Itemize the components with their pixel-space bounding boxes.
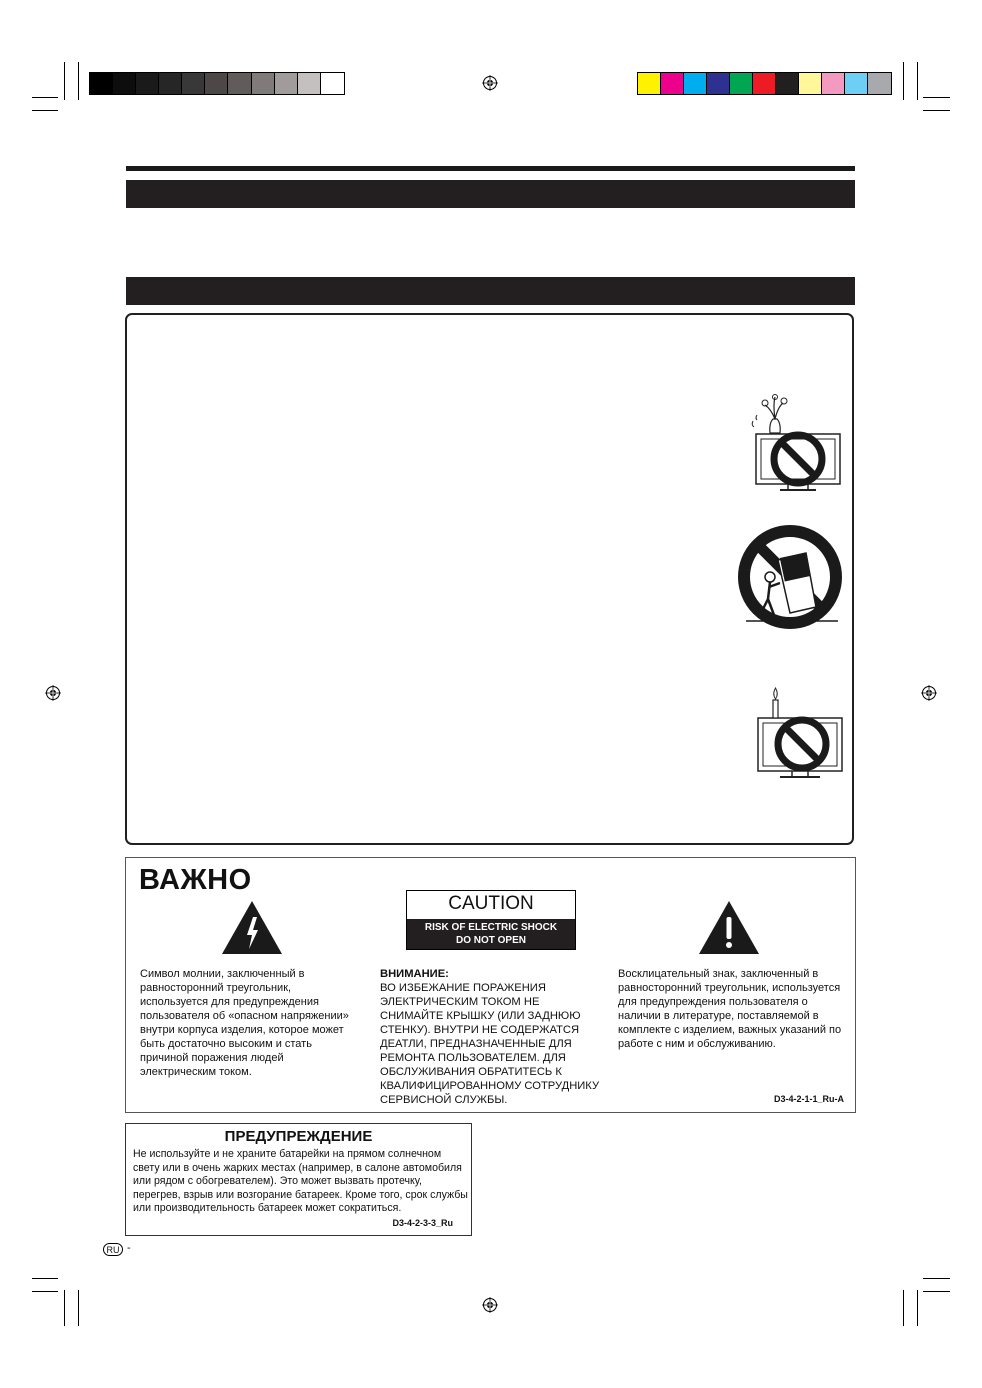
color-swatch — [684, 73, 707, 94]
color-swatch — [638, 73, 661, 94]
registration-mark-icon — [482, 1297, 498, 1313]
color-swatch — [661, 73, 684, 94]
lightning-triangle-icon — [220, 899, 284, 956]
color-swatch — [252, 73, 275, 94]
exclamation-triangle-icon — [697, 899, 761, 956]
caution-heading: ВНИМАНИЕ: — [380, 968, 449, 980]
color-swatch — [298, 73, 321, 94]
header-rule — [126, 166, 855, 171]
exclamation-symbol-text: Восклицательный знак, заключенный в равносторонний треугольник, используется для предупреждения пользователя о наличии в литературе, поставляемой в комплекте с изделием, важных указаний по работе с ним и обслуживанию. — [618, 968, 842, 1050]
crop-mark — [917, 1290, 918, 1326]
crop-mark — [32, 110, 58, 111]
color-swatch — [799, 73, 822, 94]
color-swatch — [275, 73, 298, 94]
crop-mark — [78, 1290, 79, 1326]
caution-line: DO NOT OPEN — [455, 935, 526, 946]
crop-mark — [78, 62, 79, 100]
document-code: D3-4-2-1-1_Ru-A — [773, 1094, 844, 1104]
no-vase-on-tv-icon — [745, 393, 845, 493]
color-swatch — [136, 73, 159, 94]
caution-title: CAUTION — [448, 893, 534, 914]
color-swatch — [182, 73, 205, 94]
crop-mark — [923, 110, 950, 111]
crop-mark — [903, 62, 904, 100]
caution-text-block — [380, 967, 600, 1107]
caution-label-box — [406, 890, 576, 950]
important-section — [125, 857, 856, 1113]
color-swatch — [707, 73, 730, 94]
color-swatch — [321, 73, 344, 94]
color-swatch — [753, 73, 776, 94]
cmyk-color-bar — [637, 72, 892, 95]
registration-mark-icon — [45, 685, 61, 701]
caution-subtitle — [407, 919, 575, 949]
lightning-symbol-text: Символ молнии, заключенный в равносторонний треугольник, используется для предупреждения пользователя об «опасном напряжении» внутри корпуса изделия, которое может быть достаточно высоким и стать причиной поражения людей электрическим током. — [140, 968, 349, 1078]
section-band — [126, 277, 855, 305]
crop-mark — [917, 62, 918, 100]
color-swatch — [90, 73, 113, 94]
crop-mark — [923, 97, 950, 98]
no-cart-tip-icon — [738, 525, 842, 629]
battery-warning-code: D3-4-2-3-3_Ru — [392, 1218, 453, 1228]
crop-mark — [32, 1278, 58, 1279]
battery-warning-title: ПРЕДУПРЕЖДЕНИЕ — [224, 1128, 373, 1145]
important-title: ВАЖНО — [139, 864, 252, 896]
registration-mark-icon — [482, 75, 498, 91]
caution-line: RISK OF ELECTRIC SHOCK — [424, 922, 558, 933]
color-swatch — [205, 73, 228, 94]
battery-warning-box — [125, 1123, 472, 1236]
crop-mark — [32, 97, 58, 98]
color-swatch — [845, 73, 868, 94]
battery-warning-text: Не используйте и не храните батарейки на прямом солнечном свету или в очень жарких местах (например, в салоне автомобиля или рядом с обогревателем). Это может вызвать протечку, перегрев, взрыв или возгорание батареек. Кроме того, срок службы или производительность батареек может сократиться. — [133, 1148, 468, 1215]
crop-mark — [923, 1291, 950, 1292]
page-number-dash: - — [127, 1242, 131, 1254]
crop-mark — [32, 1291, 58, 1292]
color-swatch — [228, 73, 251, 94]
no-candle-on-tv-icon — [752, 686, 847, 784]
caution-body: ВО ИЗБЕЖАНИЕ ПОРАЖЕНИЯ ЭЛЕКТРИЧЕСКИМ ТОКОМ НЕ СНИМАЙТЕ КРЫШКУ (ИЛИ ЗАДНЮЮ СТЕНКУ). ВНУТРИ НЕ СОДЕРЖАТСЯ ДЕАТЛИ, ПРЕДНАЗНАЧЕННЫЕ ДЛЯ РЕМОНТА ПОЛЬЗОВАТЕЛЕМ. ДЛЯ ОБСЛУЖИВАНИЯ ОБРАТИТЕСЬ К КВАЛИФИЦИРОВАННОМУ СОТРУДНИКУ СЕРВИСНОЙ СЛУЖБЫ. — [380, 982, 600, 1106]
color-swatch — [868, 73, 891, 94]
color-swatch — [822, 73, 845, 94]
crop-mark — [64, 1290, 65, 1326]
language-badge: RU — [103, 1243, 123, 1256]
section-band — [126, 180, 855, 208]
color-swatch — [113, 73, 136, 94]
grayscale-color-bar — [89, 72, 345, 95]
color-swatch — [159, 73, 182, 94]
crop-mark — [903, 1290, 904, 1326]
color-swatch — [776, 73, 799, 94]
crop-mark — [923, 1278, 950, 1279]
registration-mark-icon — [921, 685, 937, 701]
color-swatch — [730, 73, 753, 94]
crop-mark — [64, 62, 65, 100]
